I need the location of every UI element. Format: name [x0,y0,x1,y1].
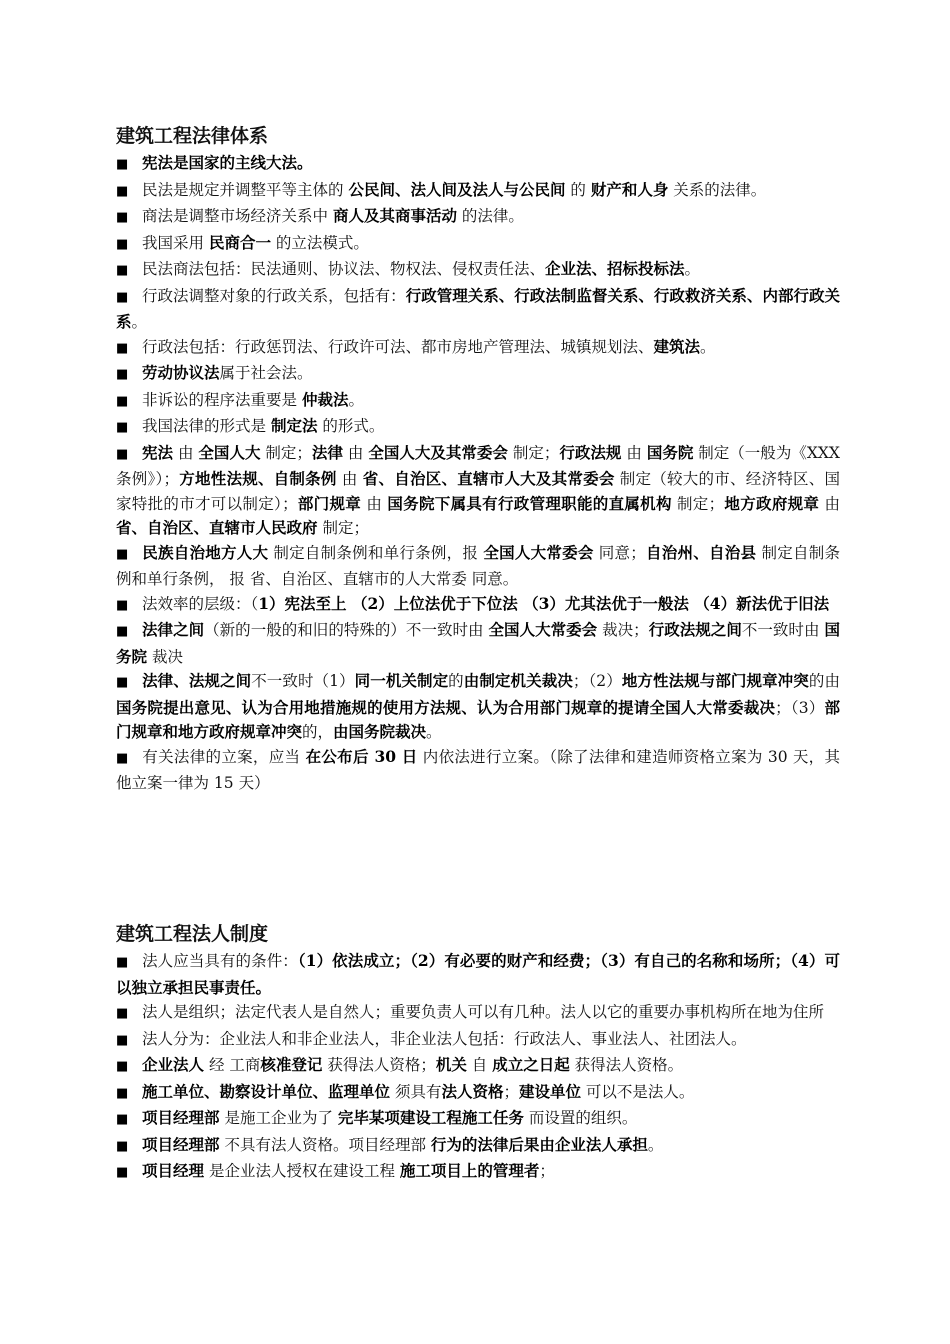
list-item [116,231,840,258]
text: 行政法包括：行政惩罚法、行政许可法、都市房地产管理法、城镇规划法、 [142,337,654,356]
list-item [116,178,840,205]
bold-text: （1）依法成立；（2）有必要的财产和经费；（3）有自己的名称和场所；（4）可以独立承担民事责任。 [116,951,840,997]
square-bullet-icon: ■ [116,1165,129,1180]
text: 由 [819,494,840,513]
square-bullet-icon: ■ [116,393,129,409]
text: 民法是规定并调整平等主体的 [142,180,349,199]
text: 不一致时由 [741,621,825,639]
text: 的 [565,180,591,199]
square-bullet-icon: ■ [116,1138,129,1154]
bold-text: 自治州、自治县 [645,542,757,562]
text: ；（2） [572,672,622,690]
bold-text: 行政法规 [559,442,622,462]
list-item [116,257,840,284]
bold-text: 行为的法律后果由企业法人承担 [430,1134,648,1154]
square-bullet-icon: ■ [116,367,129,382]
list-item [116,1159,840,1186]
section-heading: 建筑工程法人制度 [116,923,269,945]
text: 由 [621,443,647,462]
text: 可以不是法人。 [581,1082,695,1101]
text: 制定； [507,443,560,462]
item-list [116,151,840,796]
bold-text: 1）宪法至上 （2）上位法优于下位法 （3）尤其法优于一般法 （4）新法优于旧法 [258,593,830,613]
square-bullet-icon: ■ [116,210,129,225]
bold-text: 劳动协议法 [142,363,220,382]
text: 。 [426,723,442,741]
bold-text: 项目经理部 [142,1108,220,1127]
bold-text: 项目经理 [142,1161,205,1180]
square-bullet-icon: ■ [116,420,129,435]
bold-text: 法人资格 [441,1081,504,1101]
square-bullet-icon: ■ [116,1112,129,1127]
list-item [116,669,840,745]
list-item [116,618,840,669]
text: 制定自制条例和单行条例，报 [268,543,484,562]
list-item [116,335,840,362]
bold-text: 由制定机关裁决 [463,671,573,690]
list-item [116,204,840,231]
section-legal-system [116,122,840,796]
text: 制定； [671,494,725,513]
bold-text: 部门规章和地方政府规章冲突 [116,697,840,741]
list-item [116,592,840,619]
list-item [116,361,840,388]
square-bullet-icon: ■ [116,446,129,462]
text: 经 工商 [204,1056,261,1074]
bold-text: 成立之日起 [492,1055,570,1074]
bold-text: 项目经理部 [142,1134,220,1154]
square-bullet-icon: ■ [116,289,129,305]
text: 有关法律的立案，应当 [142,747,306,766]
text: 法人应当具有的条件： [142,952,298,970]
text: 由 [361,494,388,513]
text: 。 [131,313,148,331]
list-item [116,1053,840,1080]
text: 。 [700,337,716,356]
bold-text: 行政管理关系、行政法制监督关系、行政救济关系、内部行政关系 [116,285,840,331]
bold-text: 国务院提出意见、认为合用地措施规的使用方法规、认为合用部门规章的提请全国人大常委裁决 [116,697,776,717]
text: 的由 [808,672,840,690]
text: ； [503,1082,519,1101]
bold-text: 国务院下属具有行政管理职能的直属机构 [387,493,672,513]
bold-text: 建设单位 [518,1081,581,1101]
square-bullet-icon: ■ [116,263,129,278]
list-item [116,949,840,1000]
bold-text: 在公布后 30 日 [305,746,418,766]
text: 不一致时（1） [251,672,355,690]
bold-text: 全国人大常委会 [483,542,594,562]
list-item [116,1027,840,1054]
bold-text: 省、自治区、直辖市人大及其常委会 [362,469,615,488]
bold-text: 民商合一 [208,232,271,252]
bold-text: 行政法规之间 [648,620,742,639]
bold-text: 制定法 [270,416,318,435]
bold-text: 地方政府规章 [724,493,820,513]
list-item [116,151,840,178]
text: 获得法人资格； [322,1056,436,1074]
text: 须具有 [390,1082,442,1101]
text: 关系的法律。 [668,180,767,199]
bold-text: 商人及其商事活动 [332,206,457,225]
bold-text: 方地性法规、自制条例 [178,469,337,488]
bold-text: 机关 [435,1055,467,1074]
square-bullet-icon: ■ [116,1085,129,1101]
text: 制定； [317,519,369,537]
bold-text: 法律、法规之间 [142,671,252,690]
text: 自 [466,1056,493,1074]
text: 行政法调整对象的行政关系，包括有： [142,286,406,305]
bold-text: 由国务院裁决 [333,722,427,741]
text: 属于社会法。 [219,364,313,382]
text: 的， [302,723,334,741]
list-item [116,414,840,441]
bold-text: 全国人大及其常委会 [368,442,508,462]
section-heading: 建筑工程法律体系 [116,125,269,147]
text: 非诉讼的程序法重要是 [142,390,302,409]
text: 裁决 [147,647,183,666]
square-bullet-icon: ■ [116,955,129,970]
bold-text: 施工单位、勘察设计单位、监理单位 [142,1081,391,1101]
text: 制定（一般为《XXX 条例》）； [116,443,840,488]
list-item [116,441,840,541]
bold-text: 仲裁法 [301,389,349,409]
square-bullet-icon: ■ [116,340,129,356]
section-legal-person [116,920,840,1186]
text: 我国采用 [142,233,209,252]
text: 法人分为：企业法人和非企业法人，非企业法人包括：行政法人、事业法人、社团法人。 [142,1029,747,1048]
bold-text: 全国人大 [198,442,261,462]
square-bullet-icon: ■ [116,157,129,172]
list-item [116,541,840,592]
list-item [116,388,840,415]
bold-text: 国务院 [116,620,840,666]
text: 不具有法人资格。项目经理部 [219,1135,431,1154]
list-item [116,284,840,335]
text: 是企业法人授权在建设工程 [204,1162,400,1180]
bold-text: 民族自治地方人大 [142,542,269,562]
bold-text: 公民间、法人间及法人与公民间 [348,179,566,199]
text: 是施工企业为了 [219,1109,338,1127]
bold-text: 法律 [311,442,343,462]
text: 法人是组织；法定代表人是自然人；重要负责人可以有几种。法人以它的重要办事机构所在地为住所 [142,1003,825,1021]
bold-text: 部门规章 [297,493,362,513]
text: 商法是调整市场经济关系中 [142,207,333,225]
square-bullet-icon: ■ [116,546,129,562]
text: 。 [684,260,701,278]
text: ；（3） [775,698,825,717]
bold-text: 国务院 [646,442,694,462]
list-item [116,1133,840,1160]
square-bullet-icon: ■ [116,1059,129,1074]
list-item [116,1106,840,1133]
text: 民法商法包括：民法通则、协议法、物权法、侵权责任法、 [142,260,546,278]
square-bullet-icon: ■ [116,1006,129,1021]
text: 法效率的层级：（ [142,594,259,613]
text: 。 [348,390,364,409]
item-list [116,949,840,1186]
text: ； [539,1162,555,1180]
text: 制定； [260,443,312,462]
bold-text: 企业法人 [142,1055,205,1074]
square-bullet-icon: ■ [116,675,129,690]
list-item [116,745,840,796]
bold-text: 法律之间 [142,620,205,639]
text: 而设置的组织。 [523,1109,638,1127]
square-bullet-icon: ■ [116,750,129,766]
square-bullet-icon: ■ [116,624,129,639]
bold-text: 财产和人身 [590,179,669,199]
text: 制定（较大的市、经济特区、国家特批的市才可以制定）； [116,470,840,513]
bold-text: 同一机关制定 [354,671,449,690]
text: 同意； [593,543,646,562]
square-bullet-icon: ■ [116,597,129,613]
bold-text: 地方性法规与部门规章冲突 [621,671,809,690]
square-bullet-icon: ■ [116,1032,129,1048]
text: 的 [448,672,464,690]
text: 制定自制条例和单行条例， 报 省、自治区、直辖市的人大常委 同意。 [116,543,840,588]
square-bullet-icon: ■ [116,236,129,252]
bold-text: 宪法 [142,442,174,462]
text: 由 [336,470,363,488]
text: 由 [342,443,369,462]
text: 裁决； [597,621,649,639]
text: 的形式。 [317,417,385,435]
square-bullet-icon: ■ [116,183,129,199]
bold-text: 建筑法 [653,336,701,356]
text: 的立法模式。 [270,233,369,252]
list-item [116,1000,840,1027]
text: 内依法进行立案。（除了法律和建造师资格立案为 30 天，其他立案一律为 15 天） [116,747,840,792]
text: 的法律。 [456,207,524,225]
bold-text: 省、自治区、直辖市人民政府 [116,518,318,537]
bold-text: 企业法、招标投标法 [545,259,685,278]
text: 由 [173,443,199,462]
bold-text: 施工项目上的管理者 [399,1161,540,1180]
text: （新的一般的和旧的特殊的）不一致时由 [204,621,489,639]
bold-text: 宪法是国家的主线大法。 [142,153,313,172]
text: 获得法人资格。 [569,1056,684,1074]
list-item [116,1080,840,1107]
text: 我国法律的形式是 [142,417,271,435]
bold-text: 完毕某项建设工程施工任务 [337,1108,524,1127]
bold-text: 全国人大常委会 [488,620,598,639]
text: 。 [647,1135,664,1154]
bold-text: 核准登记 [260,1055,323,1074]
